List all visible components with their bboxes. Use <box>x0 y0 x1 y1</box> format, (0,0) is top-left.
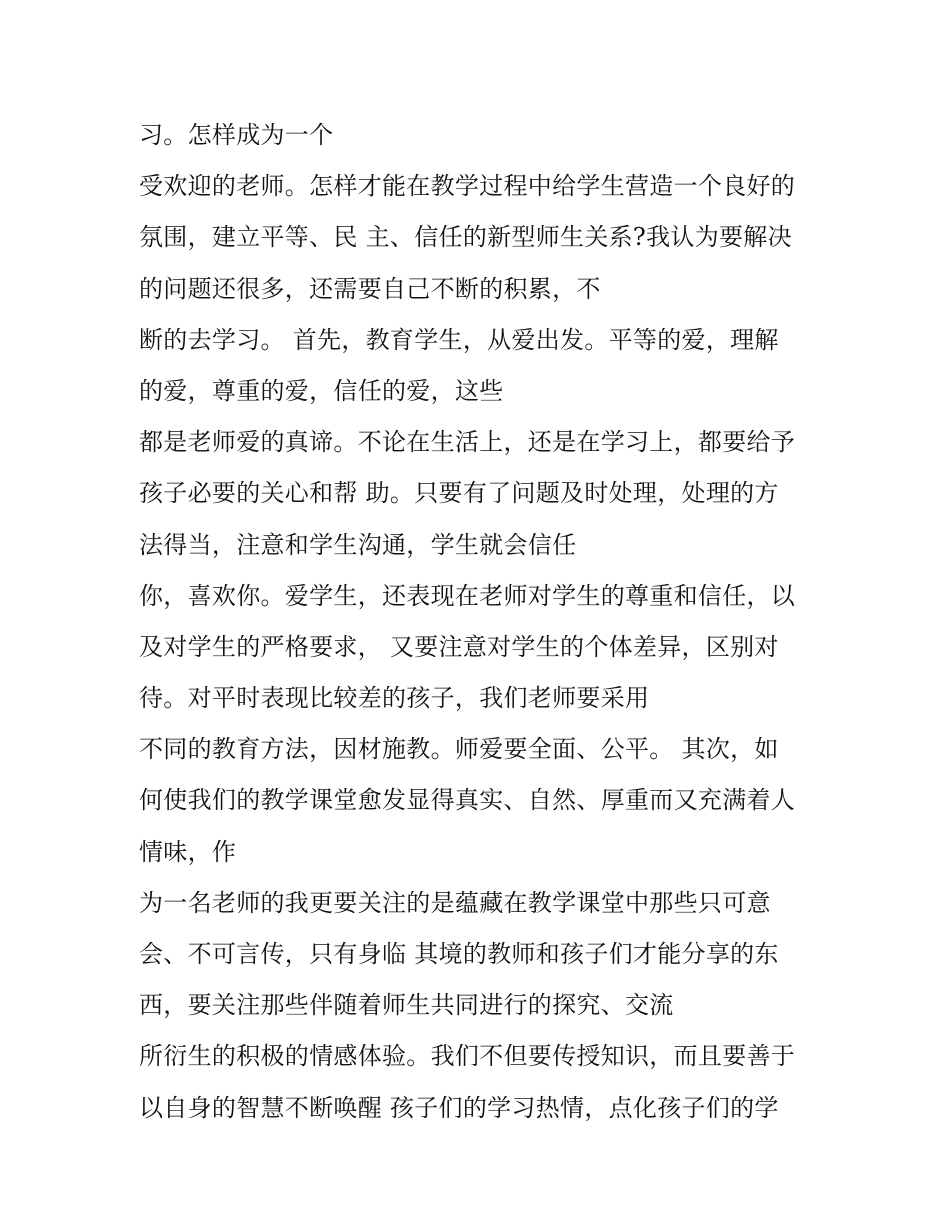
text-line: 以自身的智慧不断唤醒 孩子们的学习热情，点化孩子们的学 <box>139 1093 779 1122</box>
text-line: 及对学生的严格要求， 又要注意对学生的个体差异，区别对 <box>139 632 779 661</box>
text-line: 西，要关注那些伴随着师生共同进行的探究、交流 <box>139 991 674 1020</box>
text-line: 习。怎样成为一个 <box>139 121 334 149</box>
text-line: 为一名老师的我更要关注的是蕴藏在教学课堂中那些只可意 <box>139 888 771 917</box>
text-line: 不同的教育方法，因材施教。师爱要全面、公平。 其次，如 <box>139 735 779 764</box>
text-line: 何使我们的教学课堂愈发显得真实、自然、厚重而又充满着人 <box>139 786 796 815</box>
text-line: 都是老师爱的真谛。不论在生活上，还是在学习上，都要给予 <box>139 428 796 457</box>
text-line: 的爱，尊重的爱，信任的爱，这些 <box>139 376 504 405</box>
text-line: 所衍生的积极的情感体验。我们不但要传授知识，而且要善于 <box>139 1042 796 1071</box>
text-line: 待。对平时表现比较差的孩子，我们老师要采用 <box>139 684 650 713</box>
text-line: 断的去学习。 首先，教育学生，从爱出发。平等的爱，理解 <box>139 325 779 354</box>
text-line: 受欢迎的老师。怎样才能在教学过程中给学生营造一个良好的 <box>139 172 796 201</box>
text-line: 氛围，建立平等、民 主、信任的新型师生关系?我认为要解决 <box>139 223 792 252</box>
text-line: 会、不可言传，只有身临 其境的教师和孩子们才能分享的东 <box>139 940 779 968</box>
text-line: 情味，作 <box>139 837 237 866</box>
text-line: 的问题还很多，还需要自己不断的积累，不 <box>139 274 601 303</box>
text-line: 孩子必要的关心和帮 助。只要有了问题及时处理，处理的方 <box>139 479 779 508</box>
text-line: 你，喜欢你。爱学生，还表现在老师对学生的尊重和信任，以 <box>139 581 796 610</box>
text-line: 法得当，注意和学生沟通，学生就会信任 <box>139 530 577 559</box>
body-text <box>139 110 829 1134</box>
